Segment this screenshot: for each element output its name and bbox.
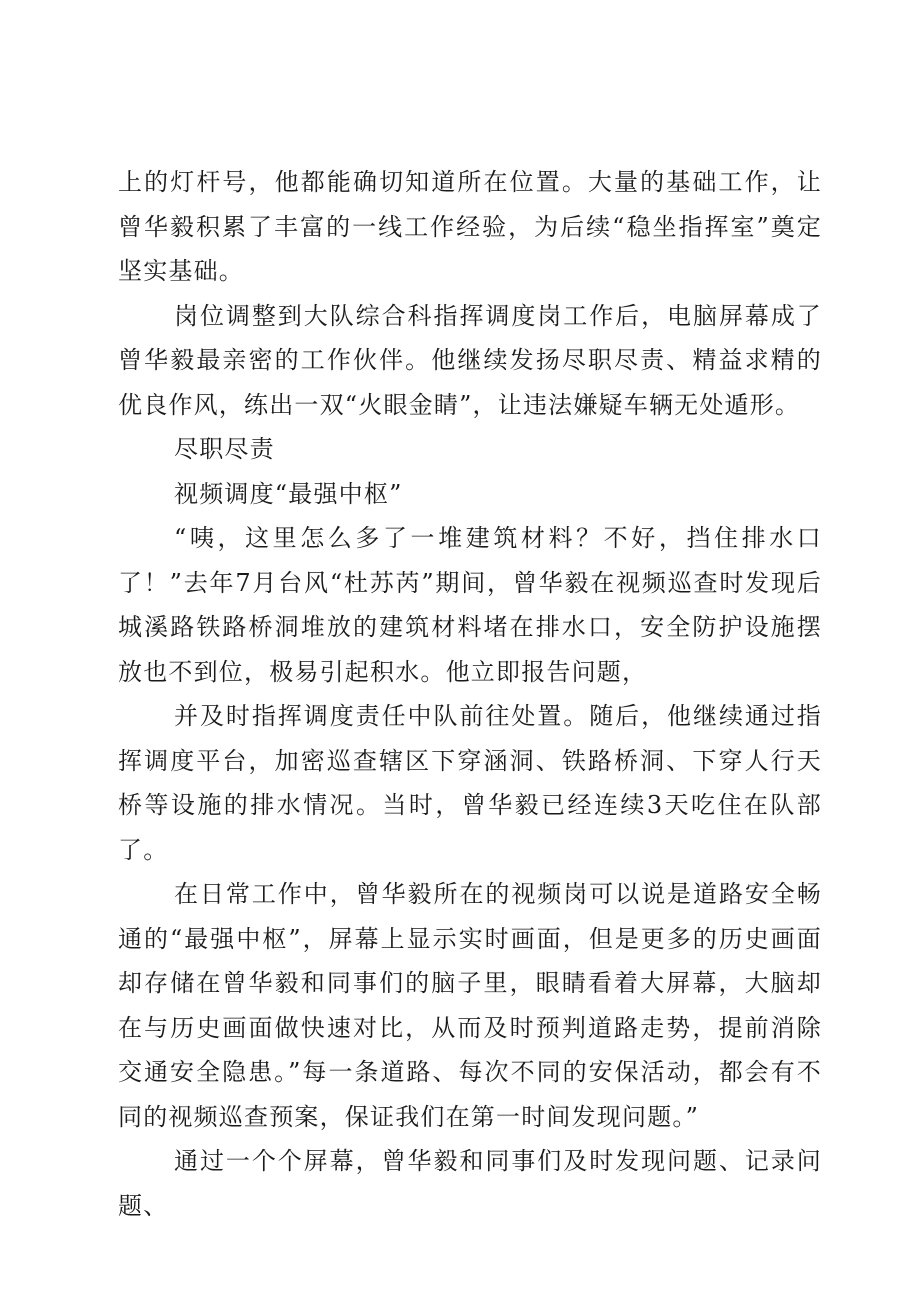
paragraph-post-adjustment: 岗位调整到大队综合科指挥调度岗工作后，电脑屏幕成了曾华毅最亲密的工作伙伴。他继续发扬尽职尽责、精益求精的优良作风，练出一双“火眼金睛”，让违法嫌疑车辆无处遁形。 [118, 301, 822, 419]
paragraph-typhoon: “咦，这里怎么多了一堆建筑材料？不好，挡住排水口了！”去年7月台风“杜苏芮”期间，曾华毅在视频巡查时发现后城溪路铁路桥洞堆放的建筑材料堵在排水口，安全防护设施摆放也不到位，极易引起积水。他立即报告问题， [118, 524, 822, 686]
paragraph-screens: 通过一个个屏幕，曾华毅和同事们及时发现问题、记录问题、 [118, 1147, 822, 1220]
paragraph-dispatch: 并及时指挥调度责任中队前往处置。随后，他继续通过指挥调度平台，加密巡查辖区下穿涵洞、铁路桥洞、下穿人行天桥等设施的排水情况。当时，曾华毅已经连续3天吃住在队部了。 [118, 702, 822, 864]
paragraph-continued: 上的灯杆号，他都能确切知道所在位置。大量的基础工作，让曾华毅积累了丰富的一线工作经验，为后续“稳坐指挥室”奠定坚实基础。 [118, 168, 822, 285]
section-subheading: 视频调度“最强中枢” [174, 479, 403, 508]
section-heading: 尽职尽责 [174, 435, 275, 463]
paragraph-daily-work: 在日常工作中，曾华毅所在的视频岗可以说是道路安全畅通的“最强中枢”，屏幕上显示实时画面，但是更多的历史画面却存储在曾华毅和同事们的脑子里，眼睛看着大屏幕，大脑却在与历史画面做快速对比，从而及时预判道路走势，提前消除交通安全隐患。”每一条道路、每次不同的安保活动，都会有不同的视频巡查预案，保证我们在第一时间发现问题。” [118, 880, 822, 1131]
document-body [118, 160, 822, 1228]
